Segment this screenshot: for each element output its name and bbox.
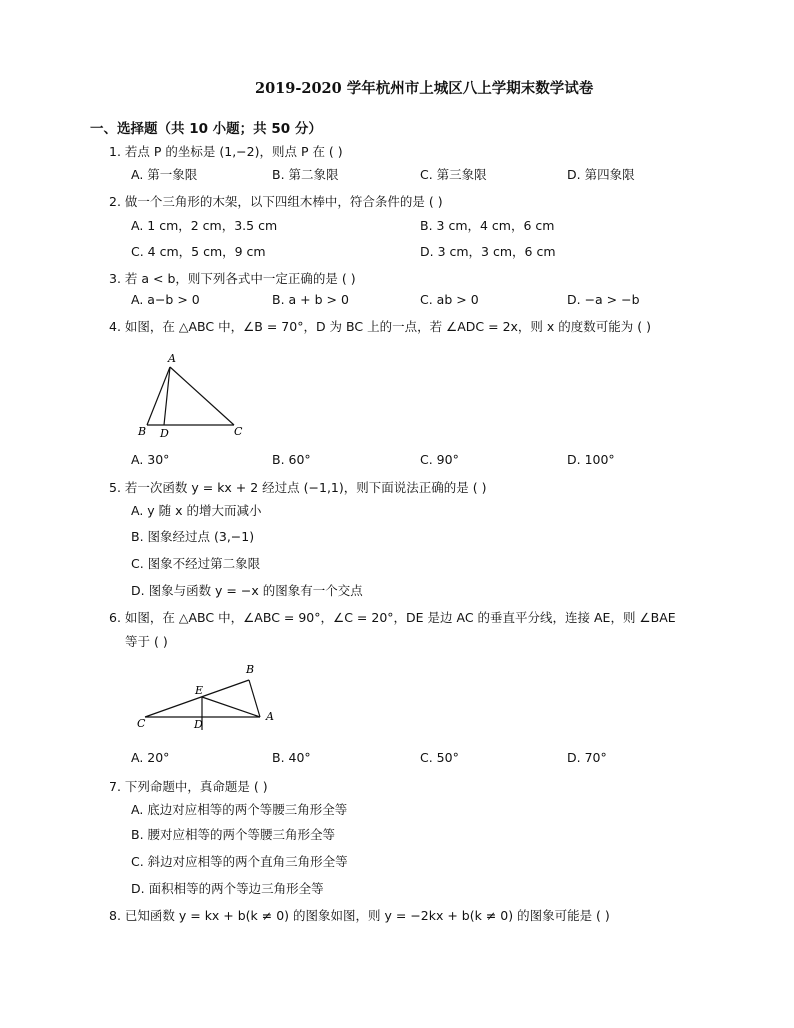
question-7-option-a[interactable]: A. 底边对应相等的两个等腰三角形全等	[131, 802, 348, 817]
question-6-stem-line-1: 6. 如图，在 △ABC 中，∠ABC = 90°，∠C = 20°，DE 是边 AC 的垂直平分线，连接 AE，则 ∠BAE	[109, 610, 676, 625]
question-3-option-b[interactable]: B. a + b > 0	[272, 292, 349, 307]
question-1-option-c[interactable]: C. 第三象限	[420, 167, 487, 182]
question-2-stem: 2. 做一个三角形的木架，以下四组木棒中，符合条件的是 ( )	[109, 194, 443, 209]
question-2-option-d[interactable]: D. 3 cm，3 cm，6 cm	[420, 244, 556, 259]
question-8-stem: 8. 已知函数 y = kx + b(k ≠ 0) 的图象如图，则 y = −2kx + b(k ≠ 0) 的图象可能是 ( )	[109, 908, 610, 923]
question-5-stem: 5. 若一次函数 y = kx + 2 经过点 (−1,1)，则下面说法正确的是 ( )	[109, 480, 487, 495]
question-3-stem: 3. 若 a < b，则下列各式中一定正确的是 ( )	[109, 271, 356, 286]
question-4-option-b[interactable]: B. 60°	[272, 452, 311, 467]
figure-label-a: A	[266, 710, 274, 723]
question-1-option-d[interactable]: D. 第四象限	[567, 167, 635, 182]
question-6-option-c[interactable]: C. 50°	[420, 750, 459, 765]
segment-ba	[249, 680, 260, 717]
figure-label-b: B	[246, 663, 255, 676]
question-5-option-c[interactable]: C. 图象不经过第二象限	[131, 556, 261, 571]
question-1-option-a[interactable]: A. 第一象限	[131, 167, 198, 182]
question-6-option-d[interactable]: D. 70°	[567, 750, 607, 765]
figure-label-e: E	[195, 684, 204, 697]
page-title: 2019-2020 学年杭州市上城区八上学期末数学试卷	[255, 80, 594, 97]
question-6-option-b[interactable]: B. 40°	[272, 750, 311, 765]
figure-label-a: A	[168, 352, 176, 365]
question-4-option-d[interactable]: D. 100°	[567, 452, 615, 467]
question-4-option-a[interactable]: A. 30°	[131, 452, 170, 467]
question-5-option-d[interactable]: D. 图象与函数 y = −x 的图象有一个交点	[131, 583, 363, 598]
question-2-option-c[interactable]: C. 4 cm，5 cm，9 cm	[131, 244, 266, 259]
question-6-triangle-figure	[135, 660, 285, 735]
question-3-option-c[interactable]: C. ab > 0	[420, 292, 479, 307]
question-6-stem-line-2: 等于 ( )	[125, 634, 168, 649]
question-7-option-c[interactable]: C. 斜边对应相等的两个直角三角形全等	[131, 854, 348, 869]
question-4-option-c[interactable]: C. 90°	[420, 452, 459, 467]
figure-label-c: C	[137, 717, 146, 730]
question-7-option-b[interactable]: B. 腰对应相等的两个等腰三角形全等	[131, 827, 336, 842]
question-7-stem: 7. 下列命题中，真命题是 ( )	[109, 779, 268, 794]
question-2-option-b[interactable]: B. 3 cm，4 cm，6 cm	[420, 218, 555, 233]
figure-label-c: C	[234, 425, 243, 438]
section-heading: 一、选择题（共 10 小题；共 50 分）	[90, 121, 322, 137]
segment-ae	[202, 697, 260, 717]
question-5-option-b[interactable]: B. 图象经过点 (3,−1)	[131, 529, 255, 544]
question-5-option-a[interactable]: A. y 随 x 的增大而减小	[131, 503, 262, 518]
segment-ac	[170, 367, 234, 425]
question-7-option-d[interactable]: D. 面积相等的两个等边三角形全等	[131, 881, 324, 896]
figure-label-d: D	[194, 718, 203, 731]
question-4-triangle-figure	[130, 345, 260, 445]
question-1-option-b[interactable]: B. 第二象限	[272, 167, 339, 182]
question-1-stem: 1. 若点 P 的坐标是 (1,−2)，则点 P 在 ( )	[109, 144, 343, 159]
question-2-option-a[interactable]: A. 1 cm，2 cm，3.5 cm	[131, 218, 278, 233]
question-3-option-a[interactable]: A. a−b > 0	[131, 292, 200, 307]
question-4-stem: 4. 如图，在 △ABC 中，∠B = 70°，D 为 BC 上的一点，若 ∠ADC = 2x，则 x 的度数可能为 ( )	[109, 319, 651, 334]
question-3-option-d[interactable]: D. −a > −b	[567, 292, 640, 307]
question-6-option-a[interactable]: A. 20°	[131, 750, 170, 765]
figure-label-d: D	[160, 427, 169, 440]
figure-label-b: B	[138, 425, 147, 438]
